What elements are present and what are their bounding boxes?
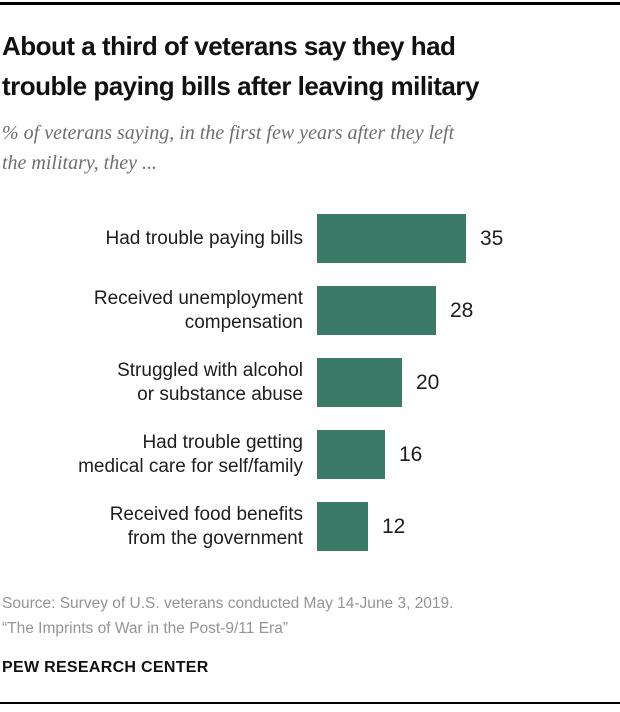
top-rule (0, 2, 620, 5)
value-label: 16 (399, 442, 423, 466)
category-label-line: medical care for self/family (78, 455, 303, 477)
category-label-line: from the government (127, 527, 303, 549)
bar (317, 286, 436, 335)
chart-row (0, 502, 620, 551)
category-label-line: Received unemployment (93, 287, 303, 309)
value-label: 28 (450, 298, 474, 322)
category-label (0, 227, 303, 251)
category-label-line: Had trouble getting (142, 431, 303, 453)
chart-title (2, 26, 618, 106)
bar-chart (0, 214, 620, 551)
category-label (0, 359, 303, 407)
chart-row (0, 214, 620, 263)
bar (317, 502, 368, 551)
category-label-line: Received food benefits (109, 503, 303, 525)
pew-research-center-wordmark: PEW RESEARCH CENTER (2, 659, 209, 676)
chart-subtitle-line-2: the military, they ... (2, 152, 157, 174)
category-label (0, 503, 303, 551)
category-label-line: Had trouble paying bills (105, 227, 303, 249)
chart-subtitle (2, 118, 618, 178)
value-label: 35 (480, 226, 504, 250)
bottom-rule (0, 702, 620, 704)
bar (317, 358, 402, 407)
category-label-line: compensation (184, 311, 303, 333)
category-label (0, 431, 303, 479)
category-label-line: or substance abuse (137, 383, 303, 405)
chart-title-line-1: About a third of veterans say they had (2, 31, 456, 61)
category-label (0, 287, 303, 335)
value-label: 20 (416, 370, 440, 394)
bar (317, 430, 385, 479)
source-note (2, 591, 618, 641)
bar (317, 214, 466, 263)
category-label-line: Struggled with alcohol (117, 359, 303, 381)
source-line-2: “The Imprints of War in the Post-9/11 Era” (2, 620, 288, 637)
value-label: 12 (382, 514, 406, 538)
chart-row (0, 430, 620, 479)
source-line-1: Source: Survey of U.S. veterans conducted May 14-June 3, 2019. (2, 595, 454, 612)
chart-subtitle-line-1: % of veterans saying, in the first few years after they left (2, 122, 455, 144)
chart-row (0, 358, 620, 407)
chart-row (0, 286, 620, 335)
chart-title-line-2: trouble paying bills after leaving military (2, 71, 479, 101)
